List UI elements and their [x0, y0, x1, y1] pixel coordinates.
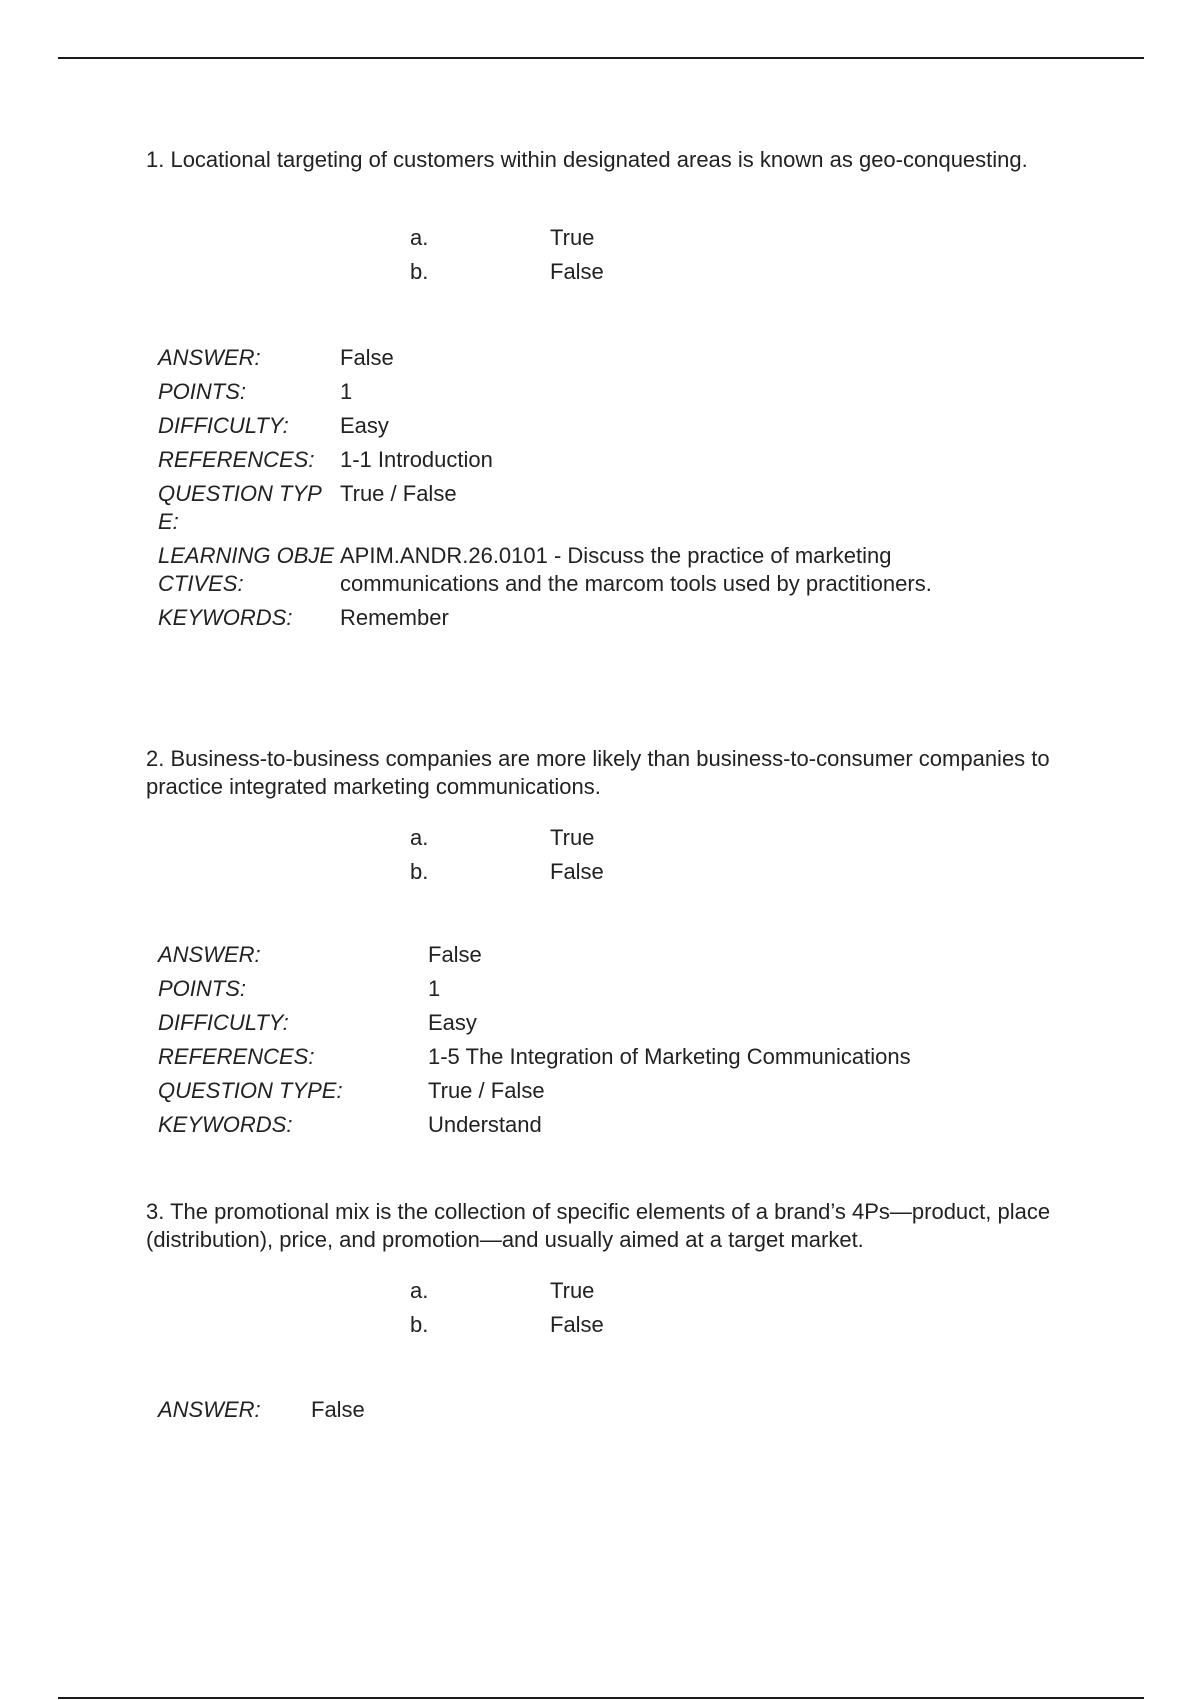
meta-row-difficulty	[158, 1009, 911, 1043]
meta-label: KEYWORDS:	[158, 605, 293, 630]
choice-b[interactable]	[410, 855, 604, 889]
meta-label: REFERENCES:	[158, 447, 315, 472]
choice-label: True	[550, 225, 595, 250]
question-2-choices	[410, 821, 604, 889]
question-3-metadata	[158, 1396, 365, 1424]
question-1-metadata	[158, 344, 1000, 632]
meta-row-difficulty	[158, 412, 1000, 446]
meta-value: APIM.ANDR.26.0101 - Discuss the practice of marketing communications and the marcom tools used by practitioners.	[340, 543, 932, 596]
choice-b[interactable]	[410, 255, 604, 289]
meta-label: POINTS:	[158, 379, 247, 404]
meta-row-points	[158, 975, 911, 1009]
meta-label: ANSWER:	[158, 942, 261, 967]
question-2-metadata	[158, 941, 911, 1139]
meta-value: True / False	[428, 1078, 545, 1103]
choice-label: False	[550, 1312, 604, 1337]
meta-label: ANSWER:	[158, 1397, 261, 1422]
meta-row-references	[158, 446, 1000, 480]
choice-label: True	[550, 825, 595, 850]
meta-value: Remember	[340, 605, 449, 630]
choice-letter: a.	[410, 1278, 429, 1303]
choice-a[interactable]	[410, 221, 604, 255]
meta-value: 1	[340, 379, 353, 404]
meta-row-keywords	[158, 1111, 911, 1139]
question-3-text: 3. The promotional mix is the collection of specific elements of a brand’s 4Ps—product, place (distribution), price, and promotion—and usually aimed at a target market.	[146, 1199, 1051, 1252]
choice-letter: a.	[410, 225, 429, 250]
meta-row-answer	[158, 1396, 365, 1424]
meta-label: KEYWORDS:	[158, 1112, 293, 1137]
meta-value: 1-5 The Integration of Marketing Communications	[428, 1044, 911, 1069]
meta-label: ANSWER:	[158, 345, 261, 370]
meta-row-learning-objectives	[158, 542, 1000, 604]
meta-value: True / False	[340, 481, 457, 506]
choice-letter: a.	[410, 825, 429, 850]
choice-label: False	[550, 259, 604, 284]
meta-value: 1	[428, 976, 441, 1001]
meta-row-question-type	[158, 1077, 911, 1111]
question-3-choices	[410, 1274, 604, 1342]
meta-value: 1-1 Introduction	[340, 447, 493, 472]
meta-row-references	[158, 1043, 911, 1077]
choice-a[interactable]	[410, 1274, 604, 1308]
meta-row-question-type	[158, 480, 1000, 542]
choice-label: False	[550, 859, 604, 884]
meta-value: False	[340, 345, 394, 370]
footer-rule	[58, 1697, 1144, 1699]
meta-label: LEARNING OBJECTIVES:	[158, 543, 335, 596]
meta-value: Understand	[428, 1112, 542, 1137]
choice-a[interactable]	[410, 821, 604, 855]
meta-value: False	[428, 942, 482, 967]
question-1-text: 1. Locational targeting of customers within designated areas is known as geo-conquesting.	[146, 147, 1028, 172]
meta-value: Easy	[340, 413, 389, 438]
choice-label: True	[550, 1278, 595, 1303]
question-1-choices	[410, 221, 604, 289]
meta-row-points	[158, 378, 1000, 412]
meta-label: POINTS:	[158, 976, 247, 1001]
choice-b[interactable]	[410, 1308, 604, 1342]
header-rule	[58, 57, 1144, 59]
question-2-text: 2. Business-to-business companies are more likely than business-to-consumer companies to practice integrated marketing communications.	[146, 746, 1050, 799]
meta-row-answer	[158, 344, 1000, 378]
meta-label: QUESTION TYPE:	[158, 1078, 343, 1103]
meta-row-keywords	[158, 604, 1000, 632]
choice-letter: b.	[410, 859, 429, 884]
meta-label: REFERENCES:	[158, 1044, 315, 1069]
meta-label: QUESTION TYPE:	[158, 481, 322, 534]
choice-letter: b.	[410, 1312, 429, 1337]
meta-label: DIFFICULTY:	[158, 1010, 289, 1035]
meta-value: False	[311, 1397, 365, 1422]
choice-letter: b.	[410, 259, 429, 284]
meta-label: DIFFICULTY:	[158, 413, 289, 438]
meta-row-answer	[158, 941, 911, 975]
meta-value: Easy	[428, 1010, 477, 1035]
